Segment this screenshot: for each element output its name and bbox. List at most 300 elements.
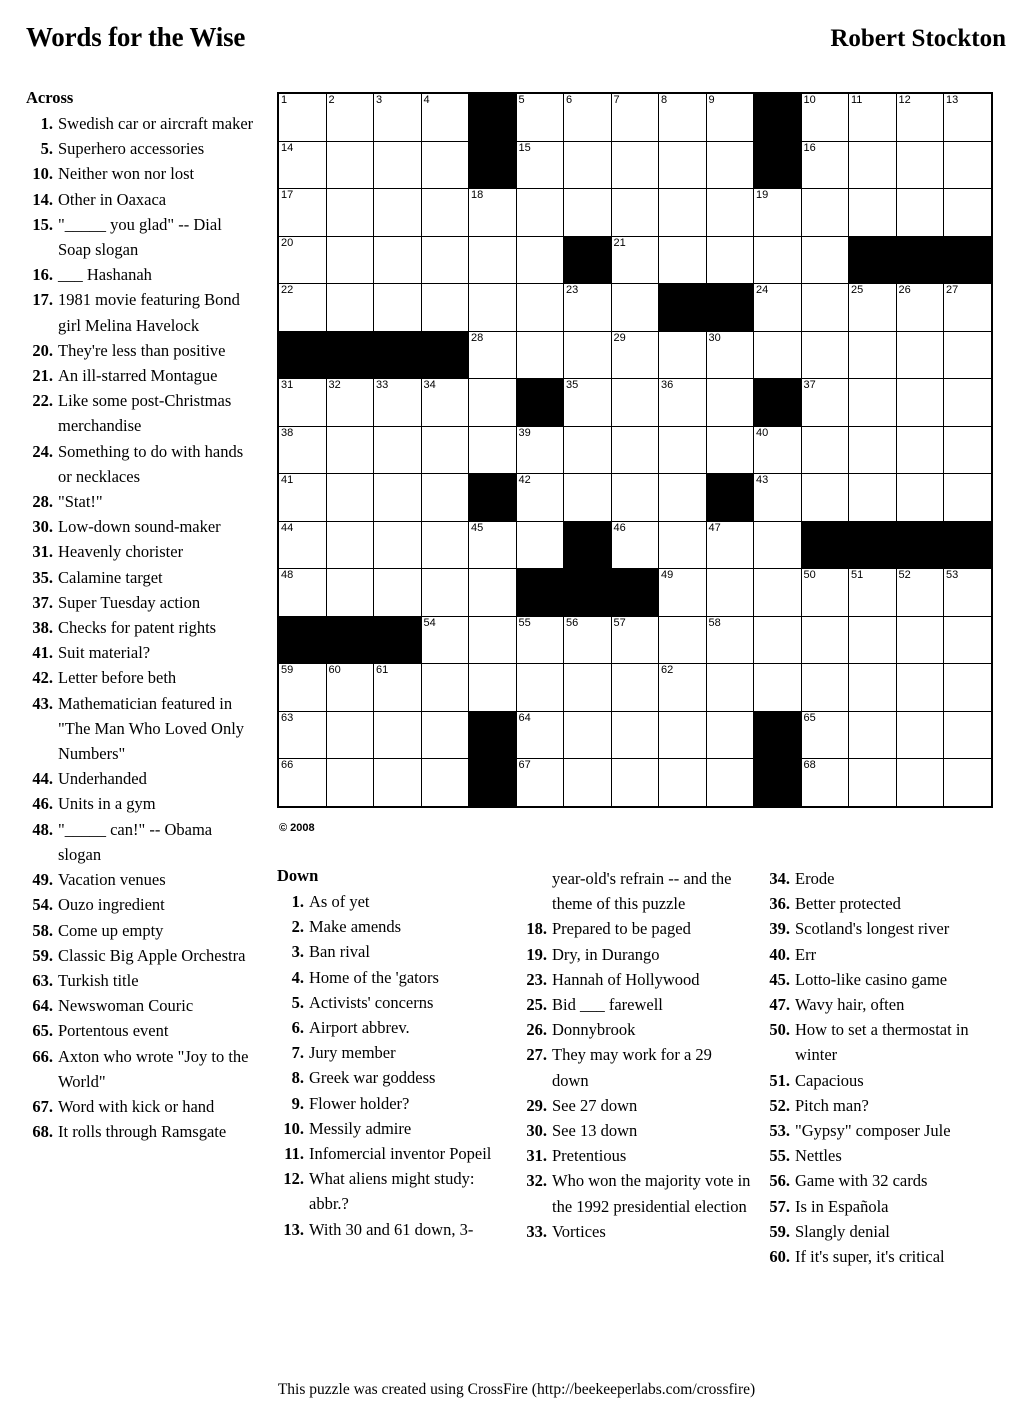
grid-cell[interactable] [374, 379, 422, 427]
clue-item [520, 1118, 751, 1143]
clue-item [763, 1244, 994, 1269]
grid-cell[interactable] [374, 426, 422, 474]
grid-cell[interactable] [374, 189, 422, 237]
grid-block-cell [896, 236, 944, 284]
grid-cell[interactable] [421, 426, 469, 474]
grid-cell[interactable] [421, 521, 469, 569]
grid-cell[interactable] [421, 379, 469, 427]
grid-cell[interactable] [659, 236, 707, 284]
grid-cell[interactable] [801, 759, 849, 807]
grid-block-cell [611, 569, 659, 617]
grid-cell[interactable] [278, 569, 326, 617]
clue-item [26, 1044, 258, 1094]
grid-cell[interactable] [896, 379, 944, 427]
grid-cell[interactable] [469, 284, 517, 332]
grid-cell[interactable] [944, 711, 992, 759]
grid-cell[interactable] [706, 616, 754, 664]
grid-cell[interactable] [611, 521, 659, 569]
clue-text: Turkish title [58, 970, 139, 990]
grid-block-cell [564, 569, 612, 617]
grid-cell[interactable] [564, 141, 612, 189]
clue-text: Activists' concerns [309, 992, 434, 1012]
clue-number: 46. [32, 794, 53, 814]
page-title: Words for the Wise [26, 22, 246, 52]
clue-number: 55. [769, 1146, 790, 1166]
grid-cell[interactable] [849, 93, 897, 141]
grid-cell[interactable] [278, 711, 326, 759]
grid-cell[interactable] [516, 474, 564, 522]
crossword-grid[interactable] [277, 92, 993, 808]
grid-cell[interactable] [849, 759, 897, 807]
grid-cell[interactable] [564, 189, 612, 237]
clue-text: Greek war goddess [309, 1068, 436, 1088]
grid-cell[interactable] [278, 664, 326, 712]
grid-cell[interactable] [801, 664, 849, 712]
clue-number: 26. [526, 1020, 547, 1040]
grid-cell[interactable] [564, 379, 612, 427]
grid-cell[interactable] [706, 759, 754, 807]
grid-cell[interactable] [659, 664, 707, 712]
clue-number: 19. [526, 944, 547, 964]
grid-cell[interactable] [564, 616, 612, 664]
grid-cell[interactable] [469, 236, 517, 284]
grid-cell[interactable] [896, 284, 944, 332]
grid-cell[interactable] [564, 331, 612, 379]
grid-cell[interactable] [849, 474, 897, 522]
clue-number: 64. [32, 996, 53, 1016]
grid-cell[interactable] [516, 236, 564, 284]
grid-cell[interactable] [944, 426, 992, 474]
grid-cell[interactable] [326, 284, 374, 332]
clue-text: Axton who wrote "Joy to the World" [58, 1046, 249, 1091]
grid-cell[interactable] [374, 569, 422, 617]
grid-cell[interactable] [421, 141, 469, 189]
grid-cell[interactable] [516, 664, 564, 712]
grid-cell[interactable] [469, 379, 517, 427]
clue-number: 53. [769, 1121, 790, 1141]
grid-cell[interactable] [849, 284, 897, 332]
grid-cell[interactable] [278, 379, 326, 427]
grid-cell[interactable] [564, 664, 612, 712]
clue-number: 22. [32, 391, 53, 411]
clue-item [26, 1119, 258, 1144]
grid-cell[interactable] [706, 93, 754, 141]
clue-text: An ill-starred Montague [58, 366, 218, 386]
grid-cell[interactable] [706, 236, 754, 284]
grid-row [278, 474, 992, 522]
grid-cell[interactable] [469, 616, 517, 664]
grid-cell[interactable] [326, 141, 374, 189]
clue-item [277, 889, 508, 914]
grid-row [278, 141, 992, 189]
grid-cell[interactable] [896, 189, 944, 237]
grid-cell[interactable] [611, 474, 659, 522]
clue-text: Ban rival [309, 942, 370, 962]
grid-cell[interactable] [944, 569, 992, 617]
grid-cell-number: 48 [281, 569, 294, 581]
clue-item [26, 212, 258, 262]
grid-cell[interactable] [801, 284, 849, 332]
clue-number: 18. [526, 919, 547, 939]
grid-cell[interactable] [374, 141, 422, 189]
grid-cell-number: 61 [376, 664, 389, 676]
grid-block-cell [421, 331, 469, 379]
grid-cell-number: 25 [851, 284, 864, 296]
grid-cell[interactable] [849, 664, 897, 712]
grid-row [278, 521, 992, 569]
grid-cell-number: 49 [661, 569, 674, 581]
clue-item [26, 691, 258, 767]
grid-cell[interactable] [611, 616, 659, 664]
grid-cell[interactable] [659, 426, 707, 474]
grid-cell[interactable] [706, 426, 754, 474]
grid-cell[interactable] [326, 474, 374, 522]
grid-cell[interactable] [469, 189, 517, 237]
grid-cell[interactable] [754, 236, 802, 284]
grid-cell[interactable] [849, 426, 897, 474]
grid-cell[interactable] [944, 664, 992, 712]
grid-cell[interactable] [469, 569, 517, 617]
grid-cell[interactable] [326, 379, 374, 427]
grid-cell[interactable] [896, 426, 944, 474]
clue-number: 56. [769, 1171, 790, 1191]
grid-cell[interactable] [564, 93, 612, 141]
grid-cell[interactable] [659, 93, 707, 141]
clue-item [277, 990, 508, 1015]
clue-text: Make amends [309, 917, 402, 937]
grid-cell[interactable] [278, 141, 326, 189]
grid-cell[interactable] [278, 189, 326, 237]
grid-cell[interactable] [516, 426, 564, 474]
clue-text: Letter before beth [58, 668, 177, 688]
clue-number: 37. [32, 592, 53, 612]
grid-cell[interactable] [564, 284, 612, 332]
grid-cell[interactable] [801, 93, 849, 141]
grid-cell[interactable] [659, 616, 707, 664]
clue-number: 40. [769, 944, 790, 964]
grid-cell[interactable] [326, 426, 374, 474]
grid-cell[interactable] [754, 521, 802, 569]
grid-cell[interactable] [421, 93, 469, 141]
grid-cell[interactable] [516, 93, 564, 141]
grid-block-cell [326, 616, 374, 664]
grid-cell[interactable] [374, 93, 422, 141]
grid-cell[interactable] [896, 569, 944, 617]
grid-cell[interactable] [754, 331, 802, 379]
grid-cell[interactable] [801, 711, 849, 759]
grid-block-cell [516, 379, 564, 427]
grid-cell[interactable] [754, 189, 802, 237]
grid-cell[interactable] [896, 141, 944, 189]
grid-cell[interactable] [278, 284, 326, 332]
grid-cell[interactable] [326, 759, 374, 807]
across-heading: Across [26, 88, 74, 107]
clue-item [277, 939, 508, 964]
grid-cell[interactable] [611, 664, 659, 712]
grid-cell-number: 44 [281, 521, 294, 534]
clue-number: 14. [32, 189, 53, 209]
grid-cell-number: 20 [281, 236, 294, 249]
clue-text: Come up empty [58, 920, 164, 940]
grid-cell[interactable] [944, 284, 992, 332]
clue-number: 28. [32, 492, 53, 512]
grid-cell[interactable] [516, 284, 564, 332]
grid-cell[interactable] [944, 379, 992, 427]
grid-cell[interactable] [659, 759, 707, 807]
grid-cell[interactable] [278, 236, 326, 284]
grid-cell[interactable] [754, 284, 802, 332]
grid-cell[interactable] [421, 711, 469, 759]
grid-cell[interactable] [849, 331, 897, 379]
grid-cell[interactable] [659, 331, 707, 379]
grid-cell[interactable] [611, 426, 659, 474]
down-clue-list-1 [277, 889, 508, 1242]
grid-cell[interactable] [896, 664, 944, 712]
grid-cell[interactable] [754, 569, 802, 617]
copyright-notice: © 2008 [279, 822, 315, 834]
grid-cell-number: 68 [803, 759, 816, 771]
clue-item [277, 1015, 508, 1040]
grid-cell[interactable] [896, 474, 944, 522]
clue-text: Game with 32 cards [795, 1171, 928, 1191]
grid-cell-number: 42 [518, 474, 531, 486]
grid-cell[interactable] [278, 93, 326, 141]
clue-text: Lotto-like casino game [795, 969, 948, 989]
grid-cell[interactable] [564, 426, 612, 474]
grid-cell[interactable] [896, 616, 944, 664]
grid-cell-number: 33 [376, 379, 389, 391]
clue-number: 1. [40, 114, 53, 133]
clue-number: 52. [769, 1095, 790, 1115]
grid-cell[interactable] [469, 664, 517, 712]
grid-cell[interactable] [801, 331, 849, 379]
grid-cell[interactable] [611, 331, 659, 379]
grid-cell[interactable] [706, 379, 754, 427]
grid-cell[interactable] [421, 474, 469, 522]
grid-cell[interactable] [421, 569, 469, 617]
grid-cell[interactable] [849, 711, 897, 759]
clue-number: 47. [769, 995, 790, 1015]
clue-text: Checks for patent rights [58, 618, 217, 638]
grid-cell[interactable] [611, 284, 659, 332]
grid-cell-number: 7 [613, 94, 620, 106]
grid-cell[interactable] [754, 664, 802, 712]
grid-cell-number: 2 [328, 94, 335, 106]
grid-cell[interactable] [944, 331, 992, 379]
clue-text: See 27 down [552, 1095, 638, 1115]
clue-item [277, 1116, 508, 1141]
grid-cell[interactable] [374, 521, 422, 569]
grid-cell[interactable] [706, 331, 754, 379]
grid-cell[interactable] [326, 711, 374, 759]
grid-cell[interactable] [516, 759, 564, 807]
grid-cell[interactable] [801, 236, 849, 284]
grid-cell[interactable] [659, 189, 707, 237]
clue-item [26, 262, 258, 287]
grid-cell[interactable] [326, 236, 374, 284]
clue-number: 57. [769, 1196, 790, 1216]
grid-cell[interactable] [374, 284, 422, 332]
grid-cell[interactable] [611, 379, 659, 427]
grid-cell[interactable] [659, 379, 707, 427]
grid-block-cell [469, 711, 517, 759]
grid-cell[interactable] [611, 189, 659, 237]
clue-number: 5. [291, 992, 304, 1012]
grid-cell[interactable] [849, 141, 897, 189]
grid-block-cell [278, 616, 326, 664]
clue-text: How to set a thermostat in winter [795, 1020, 969, 1065]
grid-cell[interactable] [849, 189, 897, 237]
grid-block-cell [754, 379, 802, 427]
grid-cell[interactable] [611, 759, 659, 807]
grid-cell[interactable] [706, 569, 754, 617]
grid-cell[interactable] [659, 711, 707, 759]
clue-text: Low-down sound-maker [58, 517, 221, 537]
grid-cell[interactable] [706, 711, 754, 759]
clue-item [26, 1094, 258, 1119]
grid-cell-number: 43 [756, 474, 769, 486]
grid-cell-number: 28 [471, 331, 484, 344]
down-column-3 [763, 866, 1006, 1269]
grid-cell[interactable] [374, 664, 422, 712]
grid-cell-number: 10 [803, 94, 816, 106]
grid-cell[interactable] [374, 759, 422, 807]
clue-number: 29. [526, 1095, 547, 1115]
clue-item [520, 967, 751, 992]
grid-cell[interactable] [469, 426, 517, 474]
clue-text: Ouzo ingredient [58, 895, 165, 915]
grid-cell[interactable] [659, 569, 707, 617]
grid-cell[interactable] [278, 759, 326, 807]
grid-block-cell [469, 93, 517, 141]
grid-cell[interactable] [421, 189, 469, 237]
grid-cell[interactable] [706, 521, 754, 569]
grid-cell[interactable] [516, 189, 564, 237]
grid-cell[interactable] [374, 711, 422, 759]
grid-cell[interactable] [326, 189, 374, 237]
grid-cell[interactable] [801, 616, 849, 664]
grid-cell[interactable] [564, 711, 612, 759]
grid-cell[interactable] [516, 616, 564, 664]
grid-cell[interactable] [564, 759, 612, 807]
grid-cell[interactable] [374, 474, 422, 522]
grid-cell-number: 1 [281, 94, 288, 106]
grid-cell[interactable] [659, 141, 707, 189]
grid-cell[interactable] [278, 426, 326, 474]
grid-cell[interactable] [611, 711, 659, 759]
grid-cell[interactable] [944, 189, 992, 237]
grid-cell[interactable] [896, 759, 944, 807]
grid-cell[interactable] [849, 569, 897, 617]
clue-item [277, 965, 508, 990]
grid-cell[interactable] [516, 141, 564, 189]
grid-cell[interactable] [706, 141, 754, 189]
clue-number: 31. [32, 542, 53, 562]
grid-cell[interactable] [896, 93, 944, 141]
grid-cell[interactable] [896, 711, 944, 759]
grid-cell[interactable] [421, 236, 469, 284]
grid-cell[interactable] [944, 616, 992, 664]
grid-cell[interactable] [326, 93, 374, 141]
grid-cell[interactable] [801, 141, 849, 189]
grid-cell[interactable] [421, 284, 469, 332]
grid-cell-number: 6 [566, 94, 573, 106]
grid-cell[interactable] [706, 664, 754, 712]
grid-cell[interactable] [706, 189, 754, 237]
grid-cell[interactable] [801, 189, 849, 237]
grid-cell[interactable] [801, 569, 849, 617]
grid-cell[interactable] [469, 331, 517, 379]
grid-cell[interactable] [754, 426, 802, 474]
grid-cell[interactable] [659, 474, 707, 522]
clue-text: Prepared to be paged [552, 919, 691, 939]
grid-cell[interactable] [564, 474, 612, 522]
grid-row [278, 379, 992, 427]
grid-cell[interactable] [849, 379, 897, 427]
grid-cell[interactable] [801, 426, 849, 474]
grid-cell[interactable] [659, 521, 707, 569]
clue-item [26, 514, 258, 539]
clue-text: If it's super, it's critical [795, 1247, 945, 1267]
grid-cell[interactable] [278, 521, 326, 569]
clue-item [26, 363, 258, 388]
grid-cell-number: 34 [423, 379, 436, 391]
grid-cell[interactable] [849, 616, 897, 664]
grid-cell[interactable] [611, 141, 659, 189]
grid-cell[interactable] [801, 474, 849, 522]
grid-row [278, 331, 992, 379]
grid-cell[interactable] [516, 711, 564, 759]
grid-cell[interactable] [896, 331, 944, 379]
grid-cell[interactable] [516, 521, 564, 569]
grid-cell-number: 32 [328, 379, 341, 391]
grid-cell[interactable] [421, 664, 469, 712]
grid-cell[interactable] [754, 616, 802, 664]
clue-text: They may work for a 29 down [552, 1045, 712, 1090]
clue-text: Super Tuesday action [58, 592, 201, 612]
grid-cell[interactable] [944, 93, 992, 141]
grid-cell[interactable] [326, 664, 374, 712]
grid-cell[interactable] [278, 474, 326, 522]
clue-number: 11. [284, 1144, 304, 1164]
grid-cell[interactable] [944, 141, 992, 189]
clue-number: 10. [32, 164, 53, 184]
clue-item [520, 916, 751, 941]
grid-cell-number: 8 [661, 94, 668, 106]
grid-cell[interactable] [374, 236, 422, 284]
grid-cell[interactable] [516, 331, 564, 379]
grid-cell-number: 67 [518, 759, 531, 771]
grid-cell[interactable] [326, 521, 374, 569]
grid-cell[interactable] [801, 379, 849, 427]
grid-cell-number: 46 [613, 521, 626, 534]
grid-cell[interactable] [611, 236, 659, 284]
clue-item [26, 993, 258, 1018]
grid-cell[interactable] [611, 93, 659, 141]
grid-cell[interactable] [421, 759, 469, 807]
grid-cell[interactable] [421, 616, 469, 664]
grid-cell[interactable] [754, 474, 802, 522]
grid-row [278, 759, 992, 807]
clue-item [277, 1040, 508, 1065]
grid-cell[interactable] [469, 521, 517, 569]
clue-number: 17. [32, 290, 53, 310]
grid-cell[interactable] [944, 759, 992, 807]
grid-cell[interactable] [326, 569, 374, 617]
clue-number: 4. [291, 967, 304, 987]
grid-cell[interactable] [944, 474, 992, 522]
clue-text: Hannah of Hollywood [552, 969, 700, 989]
